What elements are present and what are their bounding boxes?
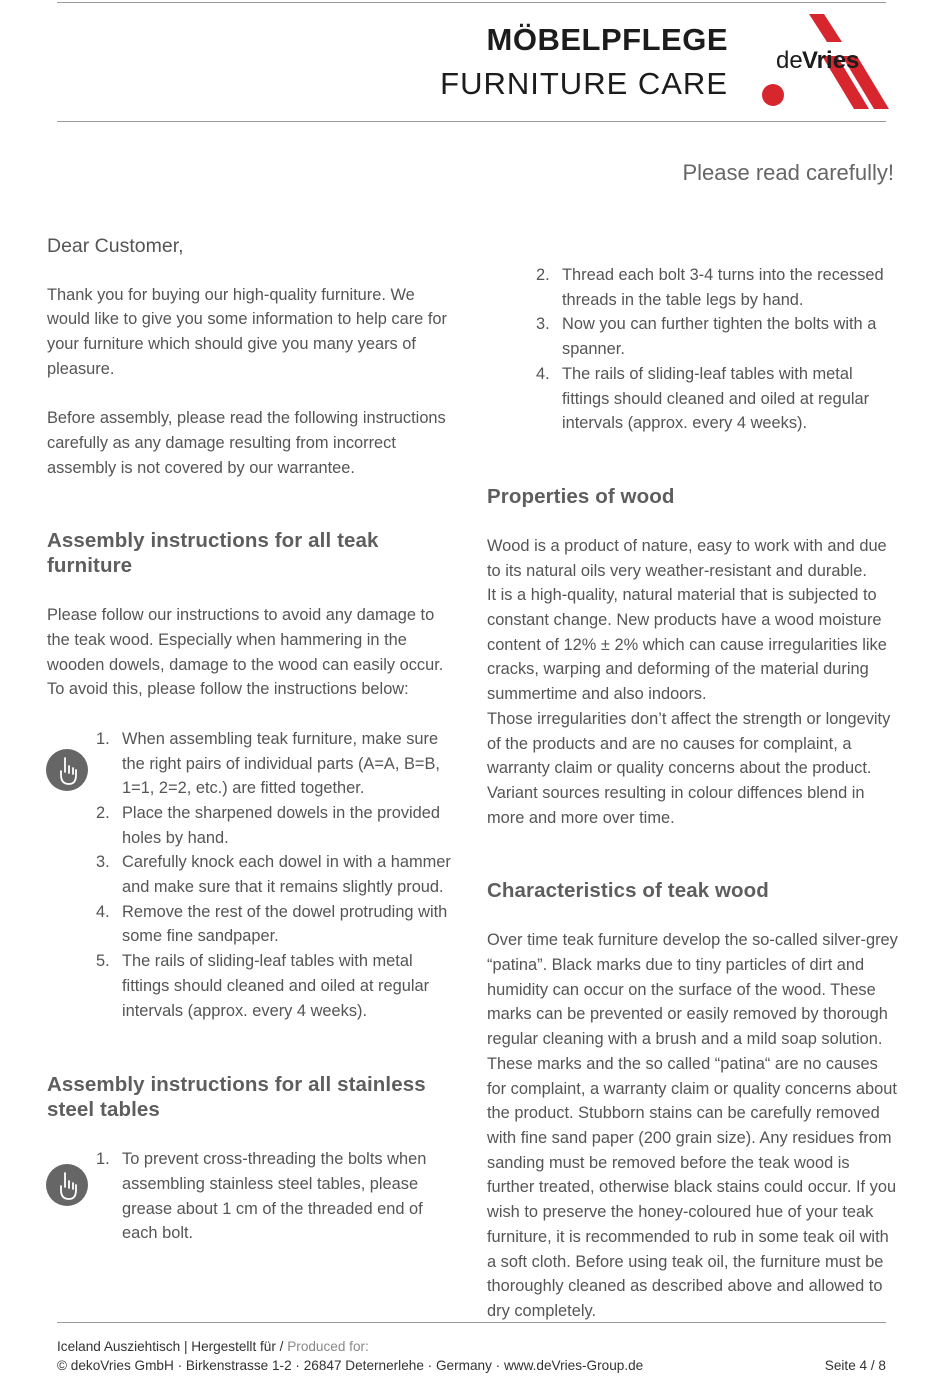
logo-text-de: de [776,47,803,74]
logo-dot [762,84,784,106]
left-column [47,234,459,1246]
top-rule [57,2,886,3]
footer-rule [57,1322,886,1323]
logo-text-vries: Vries [802,47,860,74]
read-carefully-notice: Please read carefully! [682,160,894,185]
steel-assembly-heading: Assembly instructions for all stainless steel tables [47,1073,426,1122]
wood-properties-p2: It is a high-quality, natural material that is subjected to constant change. New products have a wood moisture content of 12% ± 2% which can cause irregularities like cracks, warping and deforming of the material during summertime and also indoors. [487,586,887,704]
page-number: Seite 4 / 8 [824,1358,886,1373]
teak-characteristics-text: Over time teak furniture develop the so-called silver-grey “patina”. Black marks due to tiny particles of dirt and humidity can occur on the surface of the wood. These marks can be prevented or easily removed by thorough regular cleaning with a brush and a mild soap solution. These marks and the so called “patina“ are no causes for complaint, a warranty claim or quality concerns about the product. Stubborn stains can be carefully removed with fine sand paper (200 grain size). Any residues from sanding must be removed before the teak wood is further treated, otherwise black stains could occur. If you wish to preserve the honey-coloured hue of your teak furniture, it is recommended to rub in some teak oil with a soft cloth. Before using teak oil, the furniture must be thoroughly cleaned as described above and allowed to dry completely. [487,931,898,1320]
teak-step-3: 3. Carefully knock each dowel in with a hammer and make sure that it remains slightly proud. [96,853,451,897]
devries-logo [758,14,890,112]
intro-paragraph-1: Thank you for buying our high-quality furniture. We would like to give you some information to help care for your furniture which should give you many years of pleasure. [47,285,447,378]
teak-step-2: 2. Place the sharpened dowels in the provided holes by hand. [96,803,441,847]
teak-step-5: 5. The rails of sliding-leaf tables with metal fittings should cleaned and oiled at regular intervals (approx. every 4 weeks). [96,952,430,1020]
header-rule [57,121,886,122]
steel-step-1: 1. To prevent cross-threading the bolts when assembling stainless steel tables, please grease about 1 cm of the threaded end of each bolt. [96,1150,427,1243]
steel-assembly-steps-left [47,1147,459,1246]
teak-assembly-heading: Assembly instructions for all teak furniture [47,529,379,578]
greeting: Dear Customer, [47,235,184,257]
footer-address: © dekoVries GmbH · Birkenstrasse 1-2 · 26847 Deternerlehe · Germany · www.deVries-Group.de [57,1358,644,1373]
wood-properties-heading: Properties of wood [487,484,675,508]
title-english: FURNITURE CARE [440,66,728,101]
right-column [487,263,899,1324]
intro-paragraph-2: Before assembly, please read the following instructions carefully as any damage resulting from incorrect assembly is not covered by our warrantee. [47,409,446,477]
steel-step-4: 4. The rails of sliding-leaf tables with metal fittings should cleaned and oiled at regular intervals (approx. every 4 weeks). [536,364,870,433]
steel-step-2: 2. Thread each bolt 3-4 turns into the recessed threads in the table legs by hand. [536,266,884,309]
teak-step-1: 1. When assembling teak furniture, make sure the right pairs of individual parts (A=A, B=B, 1=1, 2=2, etc.) are fitted together. [96,729,440,798]
teak-assembly-intro: Please follow our instructions to avoid any damage to the teak wood. Especially when hammering in the wooden dowels, damage to the wood can easily occur. To avoid this, please follow the instructions below: [47,606,444,699]
teak-characteristics-heading: Characteristics of teak wood [487,879,769,903]
wood-properties-p1: Wood is a product of nature, easy to work with and due to its natural oils very weather-resistant and durable. [487,536,887,580]
steel-assembly-steps-right [487,263,899,436]
teak-step-4: 4. Remove the rest of the dowel protruding with some fine sandpaper. [96,902,448,946]
teak-assembly-steps [47,727,459,1023]
title-german: MÖBELPFLEGE [486,22,728,57]
steel-step-3: 3. Now you can further tighten the bolts with a spanner. [536,315,877,359]
wood-properties-p3: Those irregularities don’t affect the strength or longevity of the products and are no causes for complaint, a warranty claim or quality concerns about the product. Variant sources resulting in colour diffences blend in more and more over time. [487,709,891,827]
footer-product-line: Iceland Ausziehtisch | Hergestellt für / Produced for: [57,1339,369,1354]
